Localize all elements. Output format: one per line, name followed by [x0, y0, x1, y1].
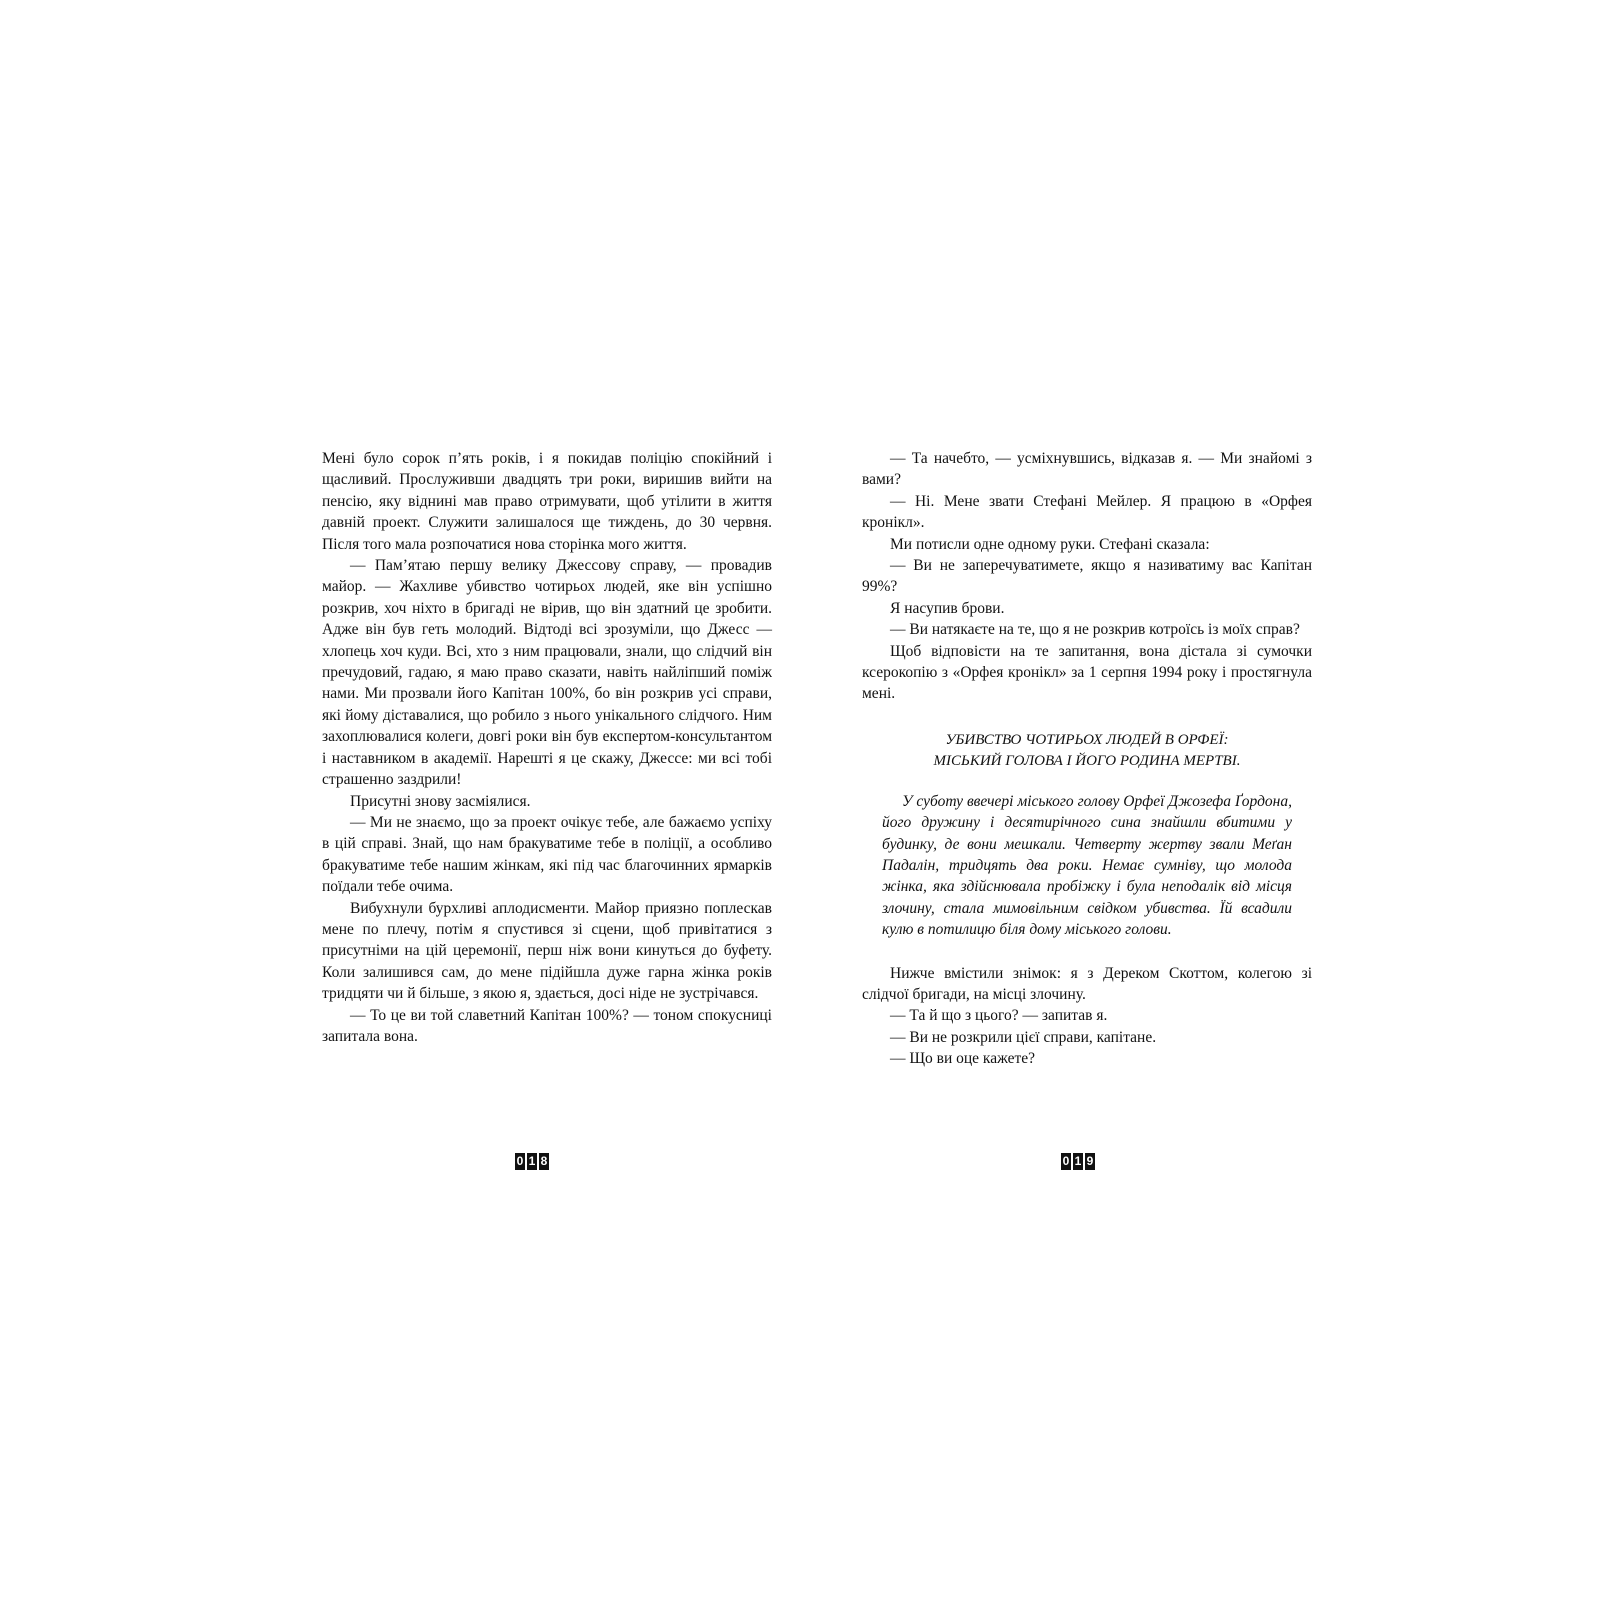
page-number-digit: 1: [1074, 1154, 1082, 1168]
paragraph: Присутні знову засміялися.: [350, 792, 531, 810]
paragraph: — Пам’ятаю першу велику Джессову справу, — провадив майор. — Жахливе убивство чотирьох людей, яке він успішно розкрив, хоч ніхто в бригаді не вірив, що він здатний це зробити. Адже він був геть молодий. Відтоді всі зрозуміли, що Джесс — хлопець хоч куди. Всі, хто з ним працювали, знали, що слідчий він пречудовий, гадаю, я маю право сказати, навіть найліпший поміж нами. Ми прозвали його Капітан 100%, бо він розкрив усі справи, які йому діставалися, що робило з нього унікального слідчого. Ним захоплювалися колеги, довгі роки він був експертом-консультантом і наставником в академії. Нарешті я це скажу, Джессе: ми всі тобі страшенно заздрили!: [322, 557, 772, 789]
page-number-left: [515, 1153, 549, 1170]
right-page: [862, 448, 1312, 1070]
paragraph: — Ні. Мене звати Стефані Мейлер. Я працюю в «Орфея кронікл».: [862, 492, 1312, 532]
left-page: [322, 448, 772, 1047]
paragraph: — Що ви оце кажете?: [890, 1050, 1036, 1068]
paragraph: Нижче вмістили знімок: я з Дереком Скоттом, колегою зі слідчої бригади, на місці злочину.: [862, 964, 1312, 1003]
page-number-digit: 0: [1062, 1154, 1070, 1168]
paragraph: — То це ви той славетний Капітан 100%? — тоном спокусниці запитала вона.: [322, 1006, 772, 1045]
paragraph: — Та начебто, — усміхнувшись, відказав я. — Ми знайомі з вами?: [862, 450, 1312, 489]
paragraph: Мені було сорок п’ять років, і я покидав поліцію спокійний і щасливий. Прослуживши двадцять три роки, виришив вийти на пенсію, яку віднині мав право отримувати, щоб утілити в життя давній проект. Служити залишалося ще тиждень, до 30 червня. Після того мала розпочатися нова сторінка мого життя.: [322, 450, 772, 553]
page-number-digit: 8: [540, 1154, 548, 1168]
headline-line: МІСЬКИЙ ГОЛОВА І ЙОГО РОДИНА МЕРТВІ.: [933, 753, 1241, 770]
paragraph: — Ми не знаємо, що за проект очікує тебе, але бажаємо успіху в цій справі. Знай, що нам бракуватиме тебе в поліції, а особливо бракуватиме тебе нашим жінкам, які під час благочинних ярмарків поїдали тебе очима.: [322, 813, 772, 896]
newspaper-headline: [862, 730, 1312, 773]
article-text: У суботу ввечері міського голову Орфеї Джозефа Ґордона, його дружину і десятирічного сина знайшли вбитими у будинку, де вони мешкали. Четверту жертву звали Меґан Падалін, тридцять два роки. Немає сумніву, що молода жінка, яка здійснювала пробіжку і була неподалік від місця злочину, стала мимовільним свідком убивства. Їй всадили кулю в потилицю біля дому міського голови.: [882, 792, 1292, 939]
paragraph: Вибухнули бурхливі аплодисменти. Майор приязно поплескав мене по плечу, потім я спустився зі сцени, щоб привітатися з присутніми на цій церемонії, перш ніж вони кинуться до буфету. Коли залишився сам, до мене підійшла дуже гарна жінка років тридцяти чи й більше, з якою я, здається, досі ніде не зустрічався.: [322, 899, 772, 1003]
paragraph: — Ви не розкрили цієї справи, капітане.: [890, 1028, 1157, 1046]
headline-line: УБИВСТВО ЧОТИРЬОХ ЛЮДЕЙ В ОРФЕЇ:: [945, 731, 1229, 748]
page-number-digit: 1: [528, 1154, 536, 1168]
page-number-digit: 0: [516, 1154, 524, 1168]
paragraph: — Ви натякаєте на те, що я не розкрив котроїсь із моїх справ?: [890, 621, 1300, 639]
paragraph: Щоб відповісти на те запитання, вона дістала зі сумочки ксерокопію з «Орфея кронікл» за 1 серпня 1994 року і простягнула мені.: [862, 642, 1312, 703]
page-number-digit: 9: [1086, 1154, 1094, 1168]
page-number-right: [1061, 1153, 1095, 1170]
newspaper-article: [882, 791, 1292, 941]
paragraph: — Ви не заперечуватимете, якщо я називатиму вас Капітан 99%?: [862, 557, 1312, 596]
paragraph: — Та й що з цього? — запитав я.: [890, 1007, 1108, 1025]
paragraph: Ми потисли одне одному руки. Стефані сказала:: [890, 535, 1210, 553]
paragraph: Я насупив брови.: [890, 599, 1005, 617]
